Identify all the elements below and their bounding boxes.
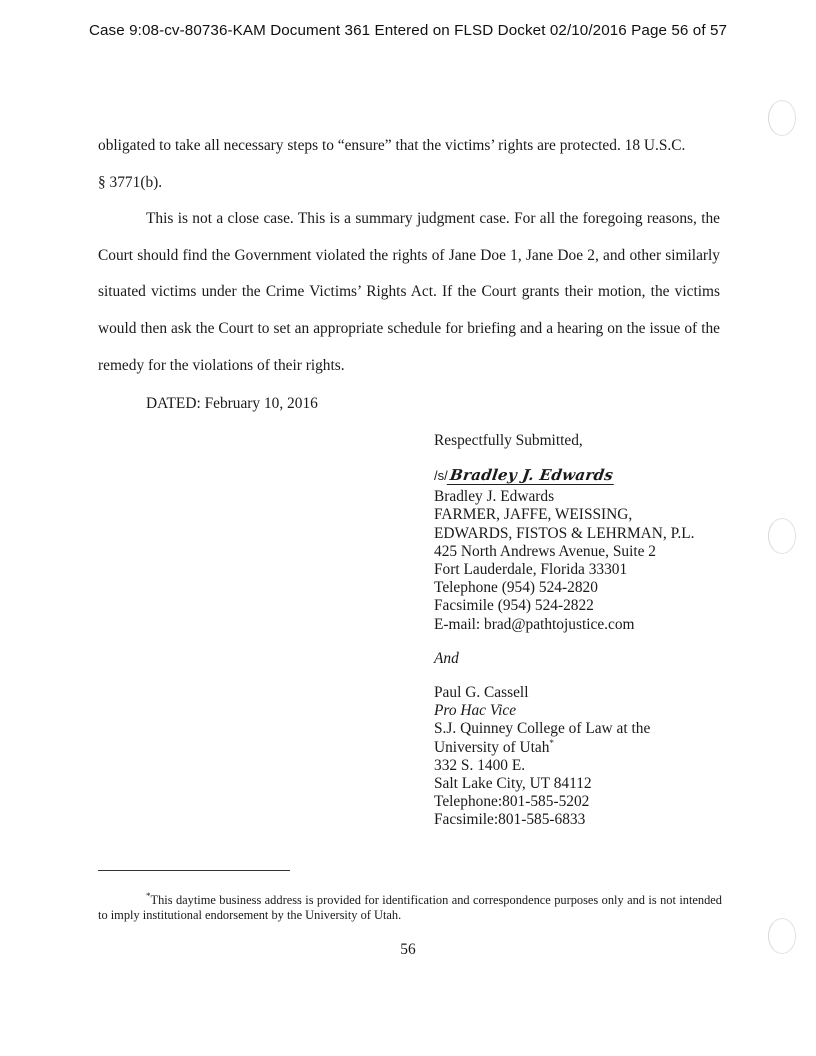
firm-address: 425 North Andrews Avenue, Suite 2 [434,542,656,560]
university-name: University of Utah [434,738,550,756]
university-line [434,739,764,757]
punch-hole-middle [768,518,796,554]
co-counsel-telephone: Telephone:801-585-5202 [434,793,590,811]
firm-name-line-2: EDWARDS, FISTOS & LEHRMAN, P.L. [434,524,695,542]
footnote-divider [98,870,290,871]
page-number: 56 [400,941,416,958]
docket-header: Case 9:08-cv-80736-KAM Document 361 Entered on FLSD Docket 02/10/2016 Page 56 of 57 [88,22,728,39]
firm-city: Fort Lauderdale, Florida 33301 [434,561,628,579]
respectfully-submitted: Respectfully Submitted, [434,432,583,449]
footnote-text: This daytime business address is provided for identification and correspondence purposes only and is not intended to imply institutional endorsement by the University of Utah. [98,893,722,923]
signature-script: Bradley J. Edwards [446,466,616,485]
co-counsel-city: Salt Lake City, UT 84112 [434,775,592,793]
footnote-reference: * [549,737,554,748]
footnote-marker: * [146,890,151,901]
body-text [98,128,720,384]
electronic-signature [434,466,764,486]
firm-facsimile: Facsimile (954) 524-2822 [434,597,594,615]
signature-block [434,432,764,830]
firm-email: E-mail: brad@pathtojustice.com [434,615,635,633]
punch-hole-top [768,100,796,136]
pro-hac-vice: Pro Hac Vice [434,702,517,720]
firm-name-line-1: FARMER, JAFFE, WEISSING, [434,506,633,524]
firm-telephone: Telephone (954) 524-2820 [434,579,598,597]
co-counsel-facsimile: Facsimile:801-585-6833 [434,811,586,829]
paragraph-continuation [98,128,720,201]
conclusion-paragraph: This is not a close case. This is a summary judgment case. For all the foregoing reasons, the Court should find the Government violated the rights of Jane Doe 1, Jane Doe 2, and other similarly situated victims under the Crime Victims’ Rights Act. If the Court grants their motion, the victims would then ask the Court to set an appropriate schedule for briefing and a hearing on the issue of the remedy for the violations of their rights. [98,210,720,374]
attorney-name: Bradley J. Edwards [434,488,555,506]
signature-prefix: /s/ [434,468,448,484]
statute-citation: § 3771(b). [98,173,163,191]
paragraph-continuation-text: obligated to take all necessary steps to “ensure” that the victims’ rights are protected. 18 U.S.C. [98,137,686,154]
footnote [98,890,722,924]
college-name: S.J. Quinney College of Law at the [434,720,651,738]
dated-line: DATED: February 10, 2016 [146,395,318,412]
co-counsel-address: 332 S. 1400 E. [434,756,526,774]
co-counsel-name: Paul G. Cassell [434,684,529,702]
and-connector: And [434,649,459,667]
